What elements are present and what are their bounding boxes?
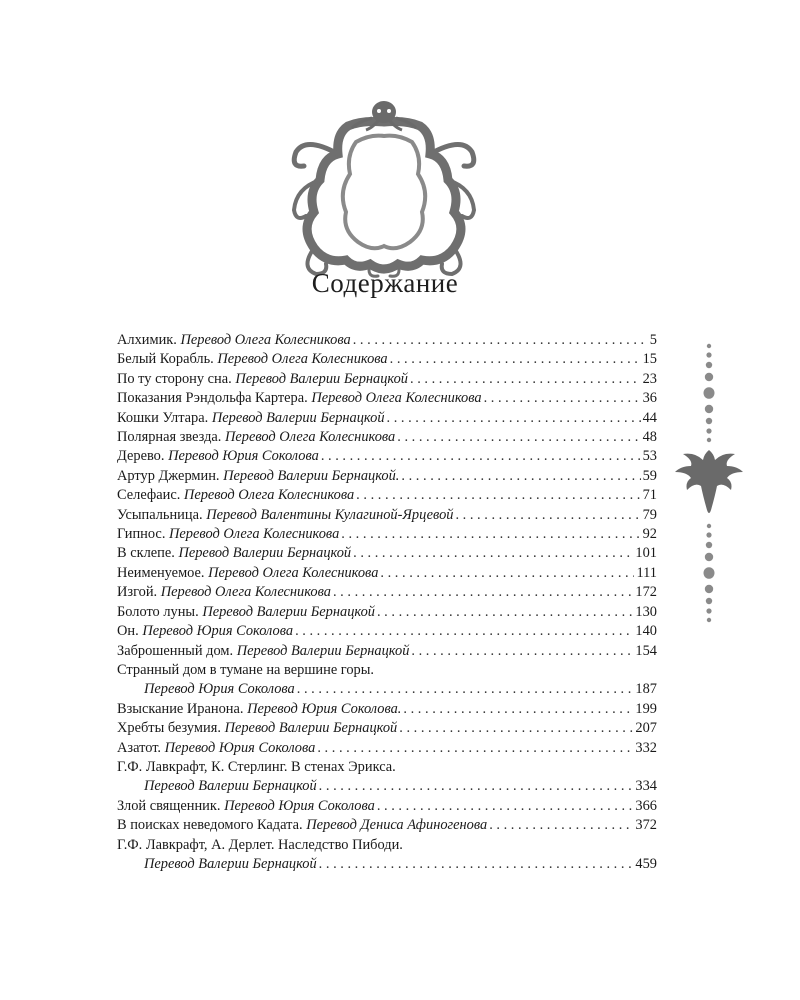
entry-page: 101	[635, 545, 657, 562]
entry-translator: Перевод Дениса Афиногенова	[306, 817, 488, 834]
entry-title: Усыпальница.	[117, 506, 203, 523]
entry-page: 140	[635, 623, 657, 640]
entry-title: Злой священник.	[117, 797, 221, 814]
dot-leader	[377, 603, 633, 622]
dot-leader	[297, 680, 634, 699]
entry-translator: Перевод Олега Колесникова	[225, 429, 396, 446]
dot-leader	[333, 583, 633, 602]
dot-leader	[397, 428, 640, 447]
toc-entry	[117, 739, 657, 758]
toc-entry	[117, 583, 657, 602]
dot-leader	[319, 855, 634, 874]
entry-title: Неименуемое.	[117, 564, 205, 581]
dot-leader	[401, 467, 640, 486]
entry-translator: Перевод Юрия Соколова	[142, 623, 294, 640]
entry-translator: Перевод Олега Колесникова	[208, 564, 379, 581]
dot-leader	[390, 350, 641, 369]
toc-entry	[117, 486, 657, 505]
entry-page: 36	[642, 390, 657, 407]
dot-leader	[489, 816, 633, 835]
entry-page: 5	[649, 332, 657, 348]
entry-page: 207	[635, 720, 657, 737]
toc-entry	[117, 331, 657, 350]
dot-leader	[484, 389, 641, 408]
entry-title: Он.	[117, 623, 139, 640]
toc-entry	[117, 350, 657, 369]
entry-title: Изгой.	[117, 584, 158, 601]
toc-entry	[117, 758, 657, 797]
entry-page: 79	[642, 506, 657, 523]
entry-title: Азатот.	[117, 739, 161, 756]
entry-translator: Перевод Олега Колесникова	[169, 526, 340, 543]
toc-entry	[117, 506, 657, 525]
entry-page: 71	[642, 487, 657, 504]
entry-translator: Перевод Олега Колесникова	[180, 332, 351, 348]
dot-leader	[377, 797, 634, 816]
entry-title: Г.Ф. Лавкрафт, А. Дерлет. Наследство Пибоди.	[117, 836, 403, 853]
entry-translator: Перевод Юрия Соколова	[144, 681, 295, 698]
entry-title: Гипнос.	[117, 526, 166, 543]
entry-title: Кошки Ултара.	[117, 409, 209, 426]
toc-entry	[117, 544, 657, 563]
entry-title: В поисках неведомого Кадата.	[117, 817, 303, 834]
toc-entry	[117, 816, 657, 835]
entry-title: Белый Корабль.	[117, 351, 214, 368]
toc-entry	[117, 797, 657, 816]
entry-page: 459	[635, 855, 657, 872]
entry-title: Взыскание Иранона.	[117, 700, 244, 717]
entry-translator: Перевод Юрия Соколова	[224, 797, 375, 814]
entry-page: 199	[635, 700, 657, 717]
dot-leader	[321, 447, 641, 466]
entry-translator: Перевод Олега Колесникова	[217, 351, 388, 368]
entry-title: Артур Джермин.	[117, 467, 220, 484]
entry-page: 172	[635, 584, 657, 601]
entry-translator: Перевод Валерии Бернацкой	[144, 855, 317, 872]
dot-leader	[411, 642, 633, 661]
entry-translator: Перевод Валерии Бернацкой	[235, 370, 408, 387]
toc-entry	[117, 447, 657, 466]
dot-leader	[387, 409, 641, 428]
toc-entry	[117, 467, 657, 486]
toc-entry	[117, 603, 657, 622]
entry-translator: Перевод Валерии Бернацкой	[211, 409, 385, 426]
entry-page: 154	[635, 642, 657, 659]
toc-entry	[117, 622, 657, 641]
toc-entry	[117, 409, 657, 428]
entry-translator: Перевод Юрия Соколова.	[247, 700, 402, 717]
entry-page: 334	[635, 778, 657, 795]
entry-translator: Перевод Олега Колесникова	[311, 390, 482, 407]
toc-entry	[117, 700, 657, 719]
entry-page: 53	[642, 448, 657, 465]
toc-entry	[117, 661, 657, 700]
toc-entry	[117, 370, 657, 389]
entry-page: 92	[642, 526, 657, 543]
dot-leader	[380, 564, 634, 583]
entry-title: Показания Рэндольфа Картера.	[117, 390, 308, 407]
entry-translator: Перевод Валерии Бернацкой	[178, 545, 352, 562]
entry-translator: Перевод Юрия Соколова	[164, 739, 316, 756]
entry-page: 44	[642, 409, 657, 426]
entry-page: 366	[635, 797, 657, 814]
dot-leader	[341, 525, 640, 544]
table-of-contents	[117, 331, 657, 874]
entry-translator: Перевод Олега Колесникова	[183, 487, 355, 504]
dot-leader	[410, 370, 641, 389]
toc-entry	[117, 389, 657, 408]
toc-entry	[117, 642, 657, 661]
dot-leader	[399, 719, 633, 738]
dot-leader	[295, 622, 633, 641]
dot-leader	[403, 700, 633, 719]
page-title: Содержание	[311, 268, 459, 298]
entry-translator: Перевод Валентины Кулагиной-Ярцевой	[206, 506, 454, 523]
entry-translator: Перевод Юрия Соколова	[168, 448, 319, 465]
entry-title: Селефаис.	[117, 487, 181, 504]
entry-page: 23	[642, 370, 657, 387]
toc-entry	[117, 525, 657, 544]
dot-leader	[319, 777, 634, 796]
entry-title: Г.Ф. Лавкрафт, К. Стерлинг. В стенах Эрикса.	[117, 758, 396, 775]
entry-page: 15	[642, 351, 657, 368]
entry-page: 48	[642, 429, 657, 446]
entry-title: Алхимик.	[117, 332, 177, 348]
entry-translator: Перевод Валерии Бернацкой	[236, 642, 410, 659]
dot-leader	[353, 544, 633, 563]
entry-title: Странный дом в тумане на вершине горы.	[117, 661, 374, 678]
entry-page: 187	[635, 681, 657, 698]
entry-title: Заброшенный дом.	[117, 642, 234, 659]
entry-translator: Перевод Валерии Бернацкой.	[223, 467, 400, 484]
entry-title: Полярная звезда.	[117, 429, 222, 446]
entry-page: 372	[635, 817, 657, 834]
entry-translator: Перевод Валерии Бернацкой	[202, 603, 375, 620]
entry-translator: Перевод Валерии Бернацкой	[224, 720, 398, 737]
toc-entry	[117, 428, 657, 447]
entry-page: 130	[635, 603, 657, 620]
entry-page: 332	[635, 739, 657, 756]
entry-translator: Перевод Валерии Бернацкой	[144, 778, 317, 795]
entry-title: Хребты безумия.	[117, 720, 221, 737]
entry-title: Болото луны.	[117, 603, 199, 620]
entry-translator: Перевод Олега Колесникова	[160, 584, 331, 601]
toc-entry	[117, 719, 657, 738]
entry-page: 111	[636, 564, 657, 581]
entry-page: 59	[642, 467, 657, 484]
creature-dots-ornament-icon	[673, 340, 745, 640]
entry-title: По ту сторону сна.	[117, 370, 232, 387]
dot-leader	[317, 739, 633, 758]
octopus-frame-ornament-icon	[286, 96, 482, 278]
toc-entry	[117, 836, 657, 875]
dot-leader	[356, 486, 640, 505]
entry-title: В склепе.	[117, 545, 175, 562]
dot-leader	[455, 506, 640, 525]
dot-leader	[353, 331, 648, 350]
toc-entry	[117, 564, 657, 583]
entry-title: Дерево.	[117, 448, 165, 465]
